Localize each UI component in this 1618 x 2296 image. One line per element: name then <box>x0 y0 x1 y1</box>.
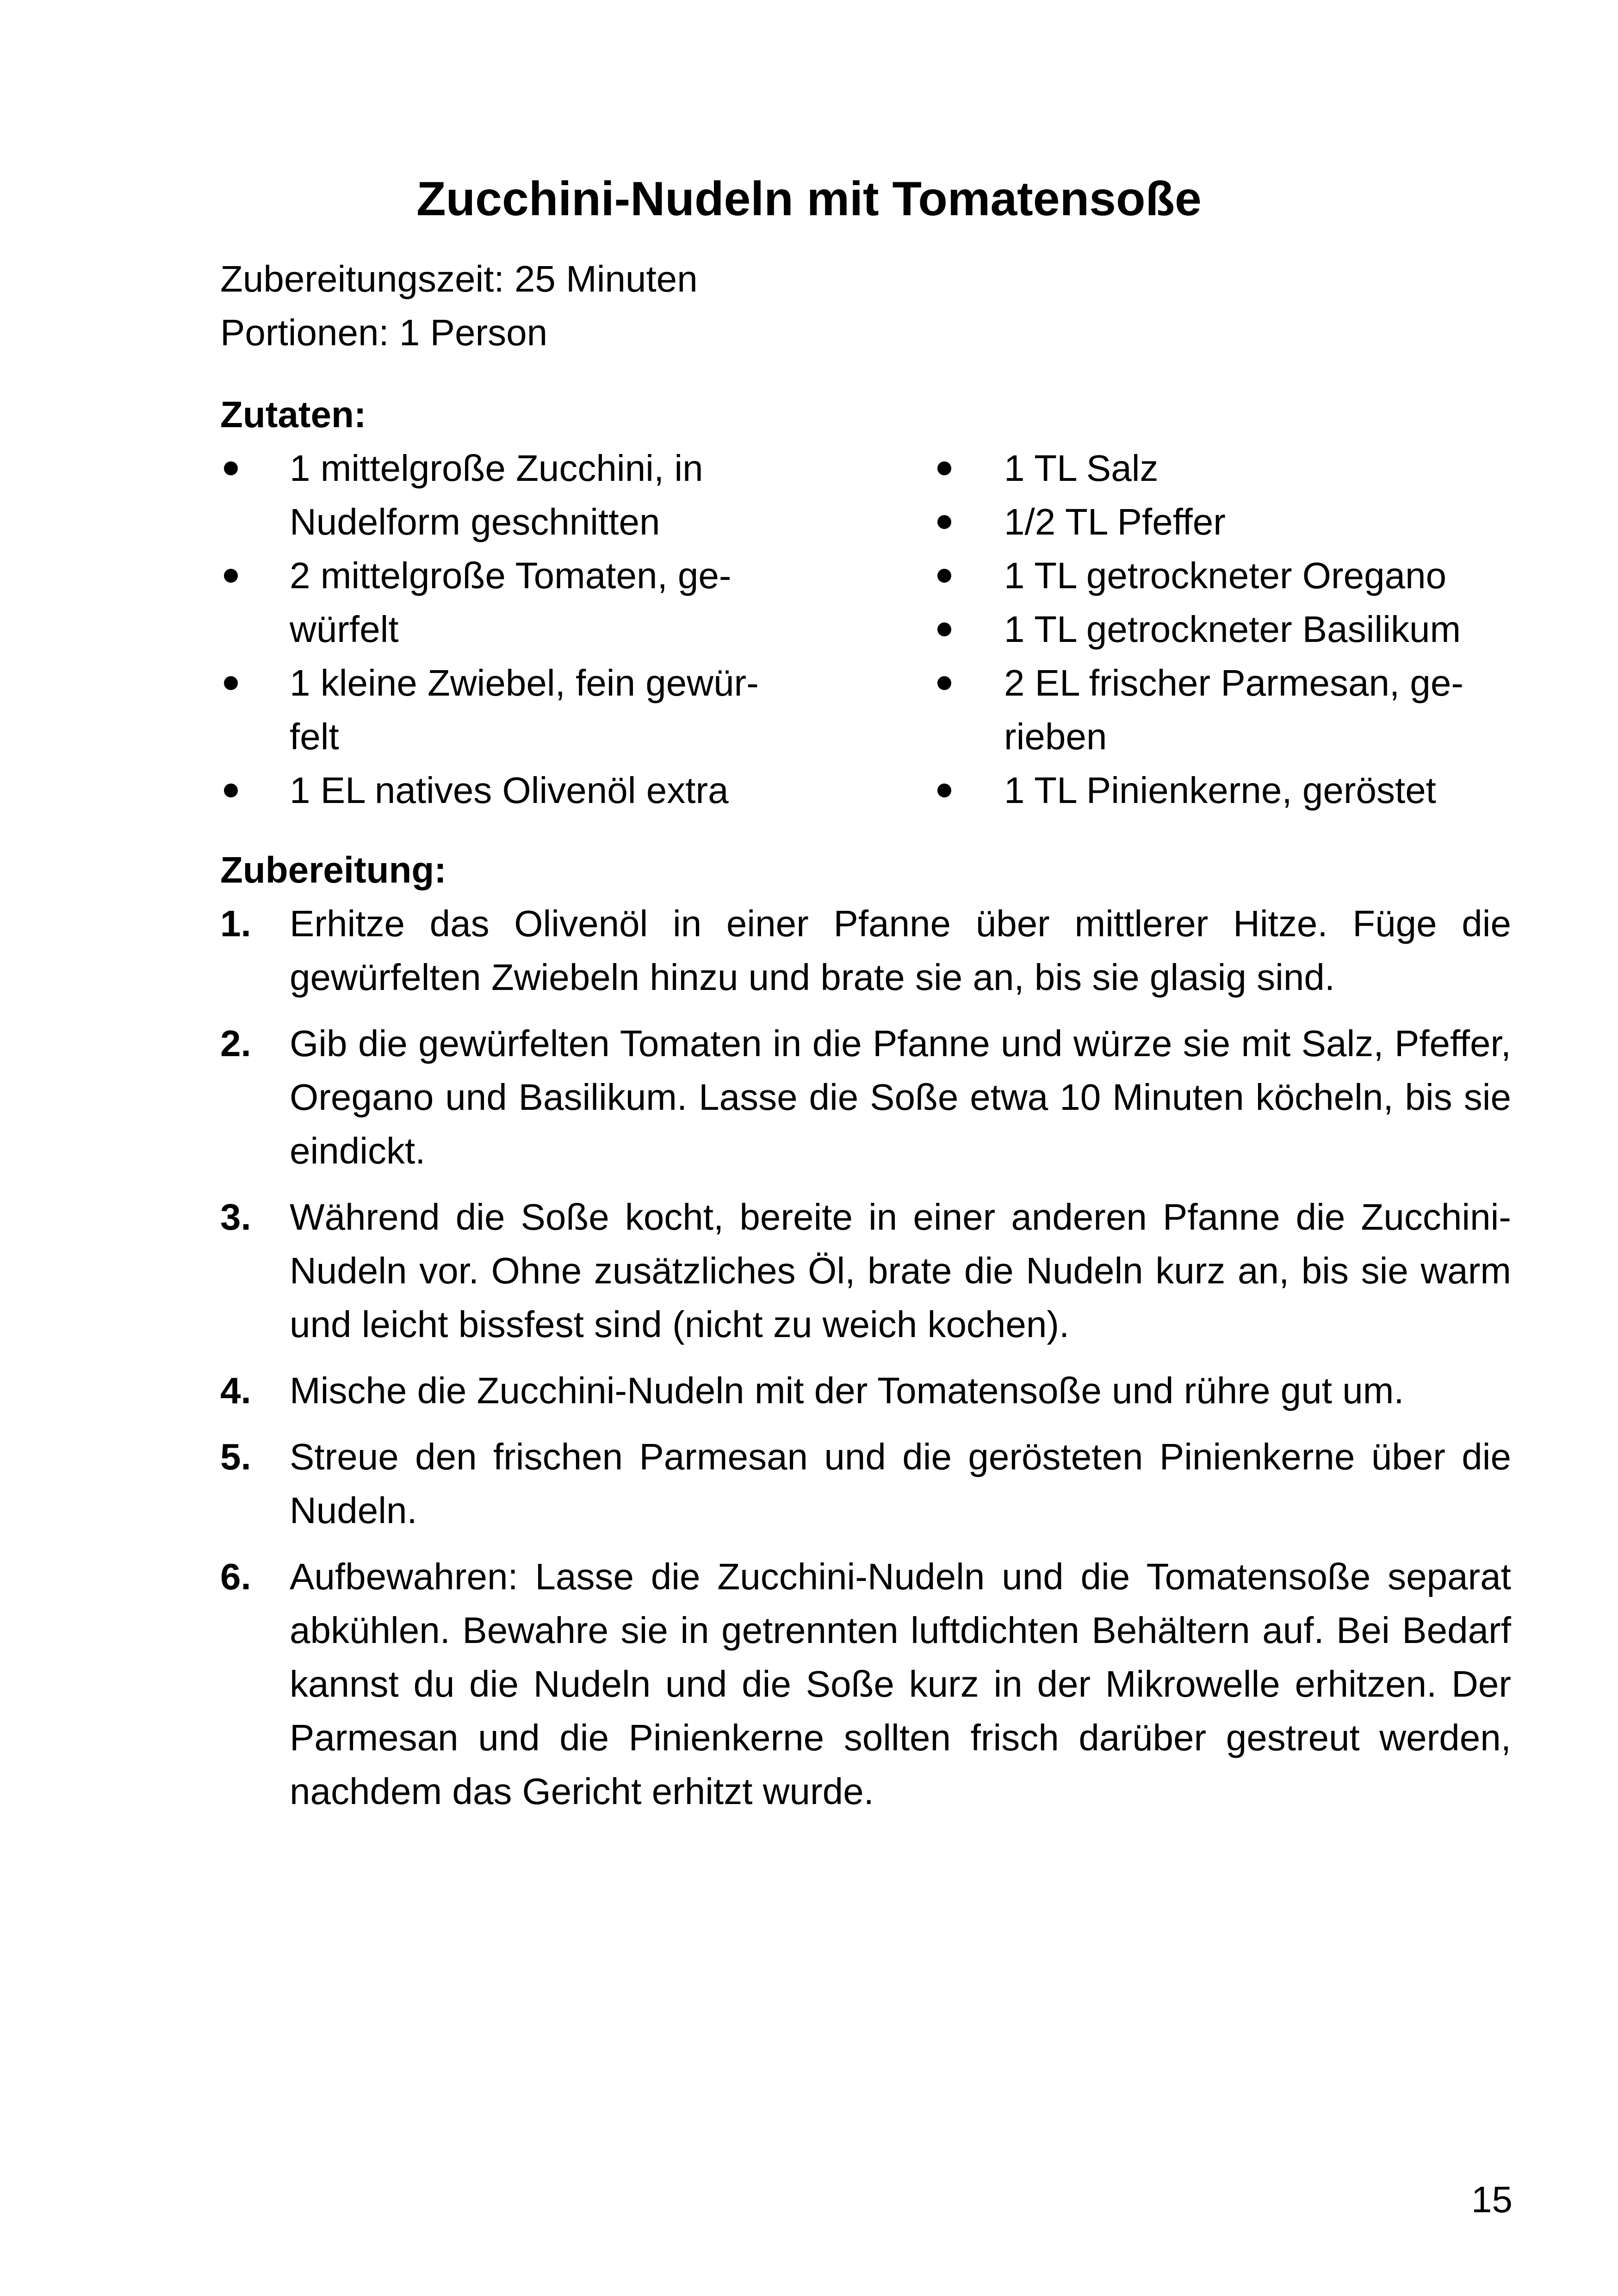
step-number: 2. <box>220 1023 251 1064</box>
step-item <box>220 1190 1511 1351</box>
ingredient-item <box>935 656 1545 764</box>
preparation-heading: Zubereitung: <box>220 849 446 890</box>
step-item <box>220 1364 1511 1418</box>
recipe-title: Zucchini-Nudeln mit Tomatensoße <box>416 172 1202 226</box>
ingredient-line: 2 EL frischer Parmesan, ge- <box>1004 662 1464 703</box>
ingredient-line: 1/2 TL Pfeffer <box>1004 501 1226 542</box>
ingredient-line: 1 mittelgroße Zucchini, in <box>290 448 703 489</box>
bullet-icon <box>224 442 252 495</box>
ingredient-line: 1 TL Pinienkerne, geröstet <box>1004 770 1436 811</box>
ingredient-line: 1 EL natives Olivenöl extra <box>290 770 729 811</box>
ingredient-item <box>935 495 1545 549</box>
ingredient-item <box>220 549 803 656</box>
bullet-icon <box>937 764 965 817</box>
step-text: Gib die gewürfelten Tomaten in die Pfanne und würze sie mit Salz, Pfeffer, Oregano und Basilikum. Lasse die Soße etwa 10 Minuten köcheln, bis sie eindickt. <box>290 1023 1511 1171</box>
prep-time: Zubereitungszeit: 25 Minuten <box>220 258 698 299</box>
bullet-icon <box>937 603 965 656</box>
ingredients-heading: Zutaten: <box>220 394 366 435</box>
bullet-icon <box>937 549 965 603</box>
step-number: 5. <box>220 1436 251 1477</box>
step-text: Streue den frischen Parmesan und die gerösteten Pinienkerne über die Nudeln. <box>290 1436 1511 1531</box>
step-number: 3. <box>220 1196 251 1238</box>
ingredient-item <box>935 603 1545 656</box>
ingredient-item <box>935 549 1545 603</box>
step-text: Während die Soße kocht, bereite in einer anderen Pfanne die Zucchini-Nudeln vor. Ohne zusätzliches Öl, brate die Nudeln kurz an, bis sie warm und leicht bissfest sind (nicht zu weich kochen). <box>290 1196 1511 1345</box>
ingredient-item <box>935 442 1545 495</box>
ingredient-line: felt <box>290 716 339 757</box>
ingredient-item <box>220 442 803 549</box>
bullet-icon <box>937 495 965 549</box>
ingredient-line: 1 TL getrockneter Oregano <box>1004 555 1447 596</box>
bullet-icon <box>224 764 252 817</box>
step-number: 6. <box>220 1556 251 1597</box>
step-number: 4. <box>220 1370 251 1411</box>
ingredient-item <box>220 764 803 817</box>
page-number: 15 <box>1471 2179 1513 2220</box>
ingredient-item <box>220 656 803 764</box>
step-text: Mische die Zucchini-Nudeln mit der Tomatensoße und rühre gut um. <box>290 1370 1404 1411</box>
step-item <box>220 1550 1511 1818</box>
ingredient-line: 1 kleine Zwiebel, fein gewür- <box>290 662 759 703</box>
servings: Portionen: 1 Person <box>220 312 548 353</box>
bullet-icon <box>224 549 252 603</box>
bullet-icon <box>224 656 252 710</box>
ingredient-line: würfelt <box>290 609 399 650</box>
bullet-icon <box>937 442 965 495</box>
recipe-meta <box>220 252 698 360</box>
ingredient-line: 2 mittelgroße Tomaten, ge- <box>290 555 732 596</box>
ingredients-list-left <box>220 442 803 817</box>
step-number: 1. <box>220 903 251 944</box>
step-text: Erhitze das Olivenöl in einer Pfanne über mittlerer Hitze. Füge die gewürfelten Zwiebeln hinzu und brate sie an, bis sie glasig sind. <box>290 903 1511 998</box>
ingredient-line: rieben <box>1004 716 1107 757</box>
step-text: Aufbewahren: Lasse die Zucchini-Nudeln und die Tomatensoße separat abkühlen. Bewahre sie in getrennten luftdichten Behältern auf. Bei Bedarf kannst du die Nudeln und die Soße kurz in der Mikrowelle erhitzen. Der Parmesan und die Pinienkerne sollten frisch darüber gestreut werden, nachdem das Gericht erhitzt wurde. <box>290 1556 1511 1812</box>
ingredient-line: 1 TL getrockneter Basilikum <box>1004 609 1461 650</box>
ingredients-list-right <box>935 442 1545 817</box>
step-item <box>220 1017 1511 1178</box>
ingredient-item <box>935 764 1545 817</box>
ingredient-line: Nudelform geschnitten <box>290 501 660 542</box>
ingredient-line: 1 TL Salz <box>1004 448 1159 489</box>
step-item <box>220 897 1511 1004</box>
step-item <box>220 1430 1511 1537</box>
preparation-steps <box>220 897 1511 1831</box>
bullet-icon <box>937 656 965 710</box>
